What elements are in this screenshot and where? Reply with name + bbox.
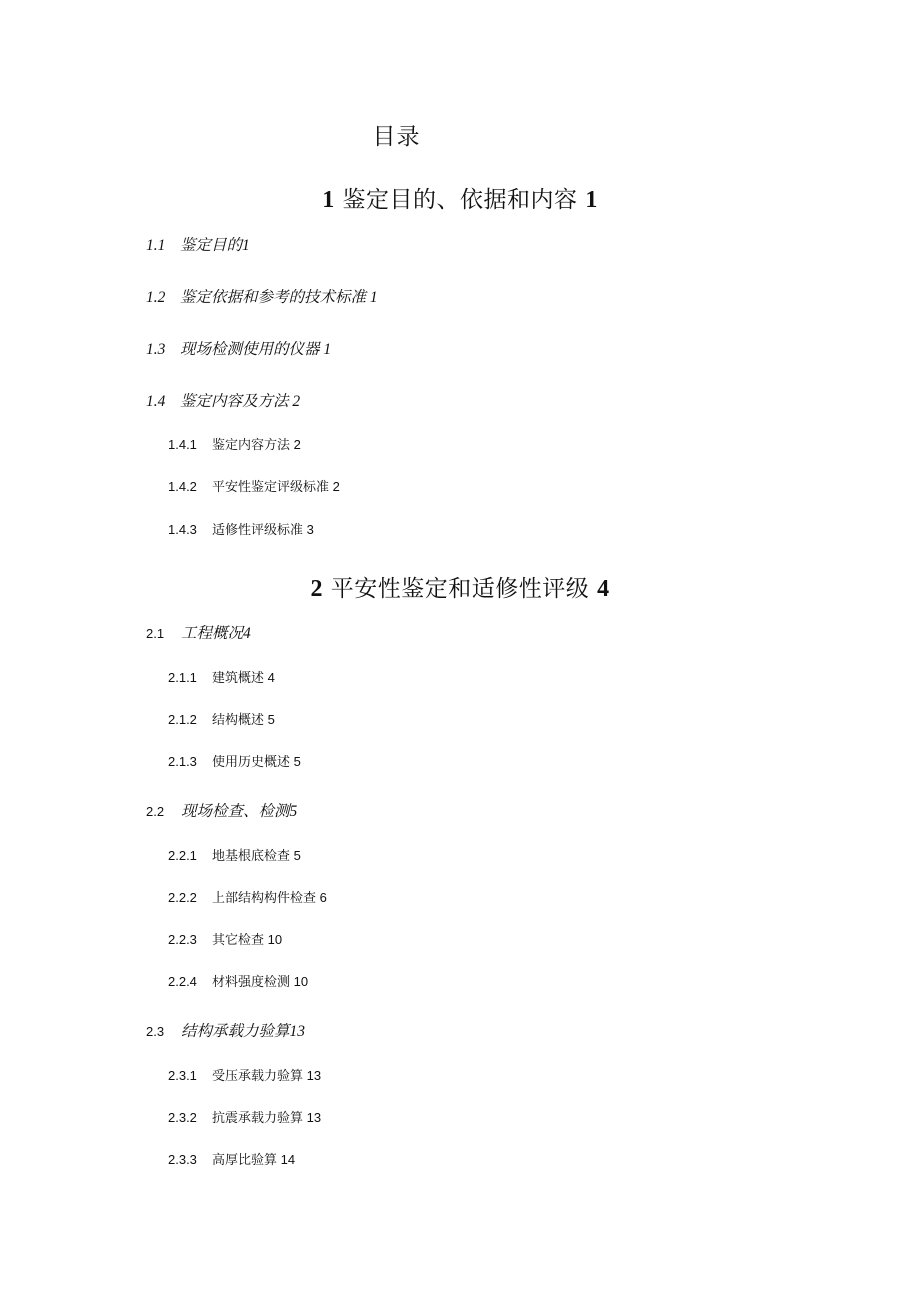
section-number: 1.4	[146, 393, 166, 410]
subsection-number: 2.3.2	[168, 1110, 197, 1125]
toc-chapter-1[interactable]	[0, 181, 920, 214]
section-number: 2.3	[146, 1024, 165, 1039]
subsection-title: 使用历史概述	[212, 754, 291, 769]
subsection-number: 2.3.3	[168, 1152, 197, 1167]
toc-subsection-1-4-1[interactable]	[168, 436, 301, 454]
section-page: 4	[243, 625, 251, 642]
subsection-title: 材料强度检测	[212, 974, 291, 989]
section-title: 结构承载力验算	[181, 1023, 290, 1040]
subsection-page: 13	[306, 1110, 322, 1125]
subsection-page: 13	[306, 1068, 322, 1083]
subsection-title: 鉴定内容方法	[212, 437, 291, 452]
toc-section-2-2[interactable]	[146, 803, 297, 821]
toc-subsection-2-2-2[interactable]	[168, 889, 327, 907]
toc-subsection-2-2-4[interactable]	[168, 973, 308, 991]
subsection-number: 2.2.4	[168, 974, 197, 989]
section-page: 1	[369, 289, 378, 306]
section-number: 1.3	[146, 341, 166, 358]
subsection-number: 2.2.1	[168, 848, 197, 863]
toc-section-1-1[interactable]	[146, 237, 250, 255]
subsection-title: 适修性评级标准	[212, 522, 304, 537]
section-page: 5	[289, 803, 298, 820]
subsection-number: 1.4.3	[168, 522, 197, 537]
toc-subsection-2-2-1[interactable]	[168, 847, 301, 865]
toc-section-2-3[interactable]	[146, 1023, 305, 1041]
toc-section-2-1[interactable]	[146, 625, 251, 643]
subsection-number: 2.2.2	[168, 890, 197, 905]
toc-subsection-1-4-2[interactable]	[168, 478, 340, 496]
subsection-title: 平安性鉴定评级标准	[212, 479, 330, 494]
section-title: 鉴定依据和参考的技术标准	[180, 289, 367, 306]
subsection-page: 2	[332, 479, 340, 494]
section-title: 鉴定目的	[180, 237, 243, 254]
subsection-page: 10	[293, 974, 309, 989]
toc-subsection-2-1-3[interactable]	[168, 753, 301, 771]
subsection-number: 2.3.1	[168, 1068, 197, 1083]
section-title: 鉴定内容及方法	[180, 393, 289, 410]
section-number: 1.1	[146, 237, 166, 254]
toc-subsection-2-2-3[interactable]	[168, 931, 282, 949]
subsection-page: 2	[293, 437, 301, 452]
section-page: 1	[242, 237, 250, 254]
subsection-page: 10	[267, 932, 283, 947]
chapter-title: 鉴定目的、依据和内容	[342, 187, 578, 213]
chapter-number: 2	[310, 576, 323, 602]
section-number: 2.2	[146, 804, 165, 819]
subsection-page: 5	[293, 754, 301, 769]
toc-title: 目录	[372, 124, 421, 150]
section-title: 现场检查、检测	[181, 803, 290, 820]
section-title: 现场检测使用的仪器	[180, 341, 320, 358]
subsection-title: 高厚比验算	[212, 1152, 278, 1167]
subsection-title: 上部结构构件检查	[212, 890, 317, 905]
section-page: 13	[289, 1023, 306, 1040]
subsection-page: 3	[306, 522, 314, 537]
chapter-title: 平安性鉴定和适修性评级	[330, 576, 590, 602]
chapter-page: 4	[597, 576, 610, 602]
subsection-title: 结构概述	[212, 712, 265, 727]
subsection-number: 1.4.2	[168, 479, 197, 494]
section-page: 1	[323, 341, 332, 358]
subsection-number: 2.2.3	[168, 932, 197, 947]
toc-subsection-2-3-2[interactable]	[168, 1109, 321, 1127]
toc-subsection-2-1-2[interactable]	[168, 711, 275, 729]
subsection-title: 其它检查	[212, 932, 265, 947]
section-number: 2.1	[146, 626, 165, 641]
subsection-title: 受压承载力验算	[212, 1068, 304, 1083]
toc-section-1-4[interactable]	[146, 393, 300, 411]
subsection-page: 14	[280, 1152, 296, 1167]
subsection-page: 6	[319, 890, 327, 905]
toc-subsection-2-3-3[interactable]	[168, 1151, 295, 1169]
subsection-number: 2.1.2	[168, 712, 197, 727]
toc-subsection-2-3-1[interactable]	[168, 1067, 321, 1085]
section-page: 2	[292, 393, 301, 410]
subsection-number: 2.1.1	[168, 670, 197, 685]
subsection-title: 抗震承载力验算	[212, 1110, 304, 1125]
toc-subsection-1-4-3[interactable]	[168, 521, 314, 539]
subsection-page: 5	[293, 848, 301, 863]
subsection-page: 5	[267, 712, 275, 727]
toc-section-1-2[interactable]	[146, 289, 378, 307]
toc-subsection-2-1-1[interactable]	[168, 669, 275, 687]
chapter-number: 1	[322, 187, 335, 213]
subsection-title: 地基根底检查	[212, 848, 291, 863]
subsection-number: 2.1.3	[168, 754, 197, 769]
section-number: 1.2	[146, 289, 166, 306]
chapter-page: 1	[585, 187, 598, 213]
section-title: 工程概况	[181, 625, 244, 642]
toc-chapter-2[interactable]	[0, 570, 920, 603]
subsection-page: 4	[267, 670, 275, 685]
subsection-number: 1.4.1	[168, 437, 197, 452]
subsection-title: 建筑概述	[212, 670, 265, 685]
toc-section-1-3[interactable]	[146, 341, 331, 359]
